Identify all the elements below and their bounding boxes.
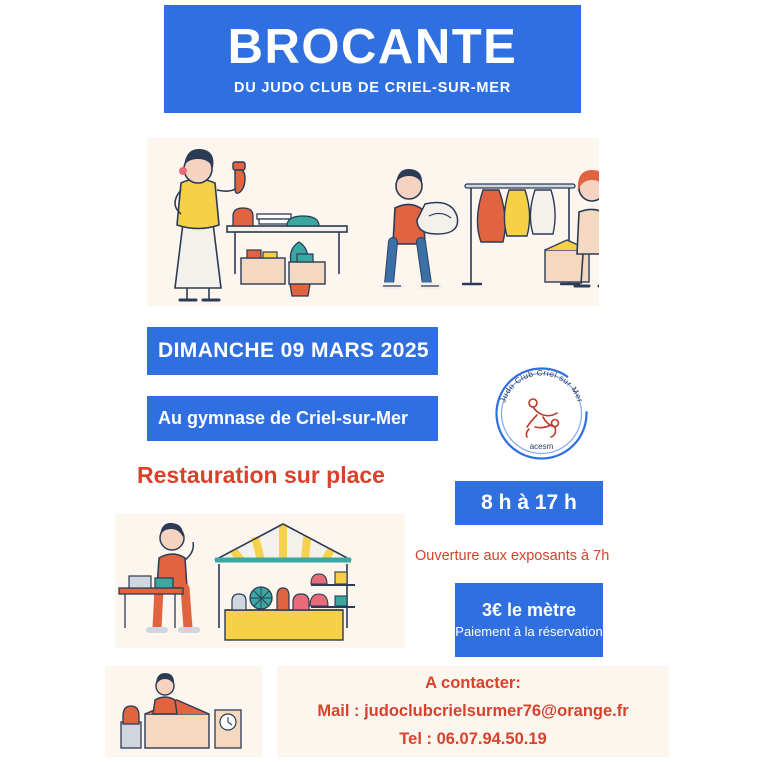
illustration-market-tent bbox=[115, 514, 405, 648]
crate-objects bbox=[121, 673, 241, 748]
exhibitor-opening-note: Ouverture aux exposants à 7h bbox=[415, 548, 610, 564]
event-place-chip bbox=[147, 396, 438, 441]
illustration-market-stalls bbox=[147, 138, 599, 306]
contact-title: A contacter: bbox=[425, 674, 521, 692]
price-chip bbox=[455, 583, 603, 657]
event-hours-chip bbox=[455, 481, 603, 525]
price-amount: 3€ le mètre bbox=[481, 599, 577, 620]
page-subtitle: DU JUDO CLUB DE CRIEL-SUR-MER bbox=[234, 79, 511, 96]
svg-text:Judo Club Criel sur Mer bbox=[498, 368, 584, 403]
contact-block bbox=[277, 666, 669, 757]
page-title: BROCANTE bbox=[227, 19, 518, 74]
side-table bbox=[119, 576, 183, 628]
title-banner bbox=[164, 5, 581, 113]
price-note: Paiement à la réservation bbox=[455, 623, 603, 639]
striped-tent bbox=[215, 524, 355, 640]
event-date-text: DIMANCHE 09 MARS 2025 bbox=[158, 339, 429, 362]
event-date-chip bbox=[147, 327, 438, 375]
illustration-bric-a-brac bbox=[105, 666, 262, 757]
logo-bottom-text: acesm bbox=[529, 442, 554, 451]
judo-club-logo bbox=[489, 361, 594, 466]
event-place-text: Au gymnase de Criel-sur-Mer bbox=[158, 408, 409, 428]
figure-man-carrying-clothes bbox=[383, 169, 458, 286]
contact-email[interactable]: Mail : judoclubcrielsurmer76@orange.fr bbox=[317, 702, 629, 720]
table-with-objects bbox=[227, 208, 347, 296]
clothing-rack bbox=[463, 184, 589, 284]
event-hours-text: 8 h à 17 h bbox=[481, 491, 577, 514]
figure-vendor bbox=[149, 523, 197, 630]
contact-phone[interactable]: Tel : 06.07.94.50.19 bbox=[399, 730, 547, 748]
restauration-heading: Restauration sur place bbox=[137, 462, 385, 488]
logo-ring-text: Judo Club Criel sur Mer bbox=[498, 368, 585, 404]
